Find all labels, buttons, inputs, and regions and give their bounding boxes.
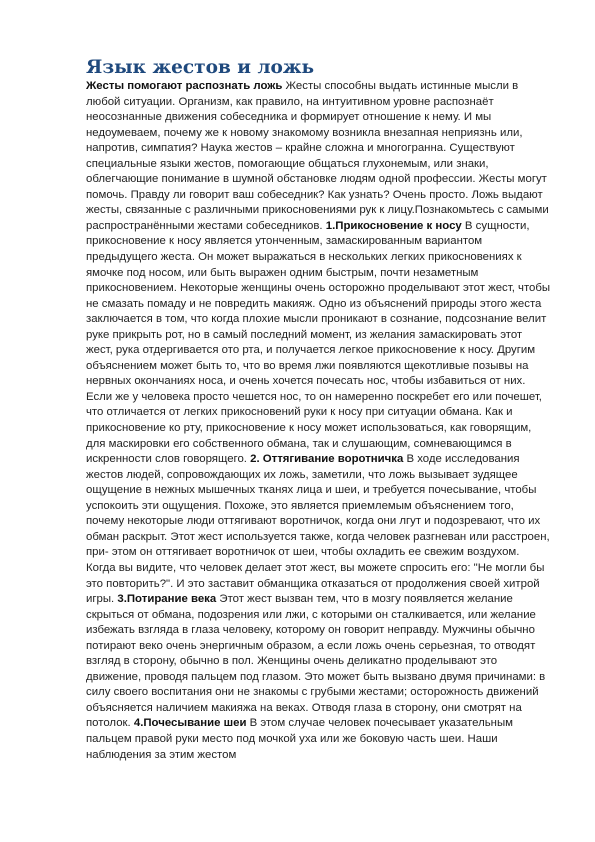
document-page — [86, 56, 552, 763]
section-text-collar-pull: В ходе исследования жестов людей, сопровождающих их ложь, заметили, что ложь вызывает зудящее ощущение в нежных мышечных тканях лица и шеи, и требуется почесывание, чтобы успокоить эти ощущения. Похоже, это является приемлемым объяснением того, почему некоторые люди оттягивают воротничок, когда они лгут и подозревают, что их обман раскрыт. Этот жест используется также, когда человек разгневан или расстроен, при- этом он оттягивает воротничок от шеи, чтобы охладить ее свежим воздухом. Когда вы видите, что человек делает этот жест, вы можете спросить его: "Не могли бы это повторить?". И это заставит обманщика отказаться от продолжения своей хитрой игры. — [86, 453, 550, 606]
section-text-eye-rub: Этот жест вызван тем, что в мозгу появляется желание скрыться от обмана, подозрения или лжи, с которыми он сталкивается, или желание избежать взгляда в глаза человеку, которому он говорит неправду. Мужчины обычно потирают веко очень энергичным образом, а если ложь очень серьезная, то отводят взгляд в сторону, обычно в пол. Женщины очень деликатно проделывают это движение, проводя пальцем под глазом. Это может быть вызвано двумя причинами: в силу своего воспитания они не знакомы с грубыми жестами; осторожность движений объясняется наличием макияжа на веках. Отводя глаза в сторону, они смотрят на потолок. — [86, 593, 546, 730]
section-text-neck-scratch: В этом случае человек почесывает указательным пальцем правой руки место под мочкой уха или же боковую часть шеи. Наши наблюдения за этим жестом — [86, 717, 513, 761]
section-text-nose-touch: В сущности, прикосновение к носу является утонченным, замаскированным вариантом предыдущего жеста. Он может выражаться в нескольких легких прикосновениях к ямочке под носом, или быть выражен одним быстрым, почти незаметным прикосновением. Некоторые женщины очень осторожно проделывают этот жест, чтобы не смазать помаду и не повредить макияж. Одно из объяснений природы этого жеста заключается в том, что когда плохие мысли проникают в сознание, подсознание велит руке прикрыть рот, но в самый последний момент, из желания замаскировать этот жест, рука отдергивается ото рта, и получается легкое прикосновение к носу. Другим объяснением может быть то, что во время лжи появляются щекотливые позывы на нервных окончаниях носа, и очень хочется почесать нос, чтобы избавиться от них. Если же у человека просто чешется нос, то он намеренно поскребет его или почешет, что отличается от легких прикосновений руки к носу при ситуации обмана. Как и прикосновение ко рту, прикосновение к носу может использоваться, как говорящим, для маскировки его собственного обмана, так и слушающим, сомневающимся в искренности слов говорящего. — [86, 219, 551, 466]
section-heading-collar-pull: 2. Оттягивание воротничка — [250, 453, 404, 466]
section-heading-neck-scratch: 4.Почесывание шеи — [133, 717, 247, 730]
intro-text: Жесты способны выдать истинные мысли в любой ситуации. Организм, как правило, на интуитивном уровне распознаёт неосознанные движения собеседника и формирует отношение к нему. И мы недоумеваем, почему же к новому знакомому возникла внезапная неприязнь или, напротив, симпатия? Наука жестов – крайне сложна и многогранна. Существуют специальные языки жестов, помогающие общаться глухонемым, или знаки, облегчающие понимание в шумной обстановке людям одной профессии. Жесты могут помочь. Правду ли говорит ваш собеседник? Как узнать? Очень просто. Ложь выдают жесты, связанные с различными прикосновениями рук к лицу.Познакомьтесь с самыми распространёнными жестами собеседников. — [86, 80, 549, 232]
section-heading-eye-rub: 3.Потирание века — [117, 593, 217, 606]
document-title: Язык жестов и ложь — [86, 57, 315, 78]
document-body — [86, 79, 552, 763]
section-heading-nose-touch: 1.Прикосновение к носу — [325, 219, 462, 232]
intro-lead: Жесты помогают распознать ложь — [86, 80, 283, 92]
